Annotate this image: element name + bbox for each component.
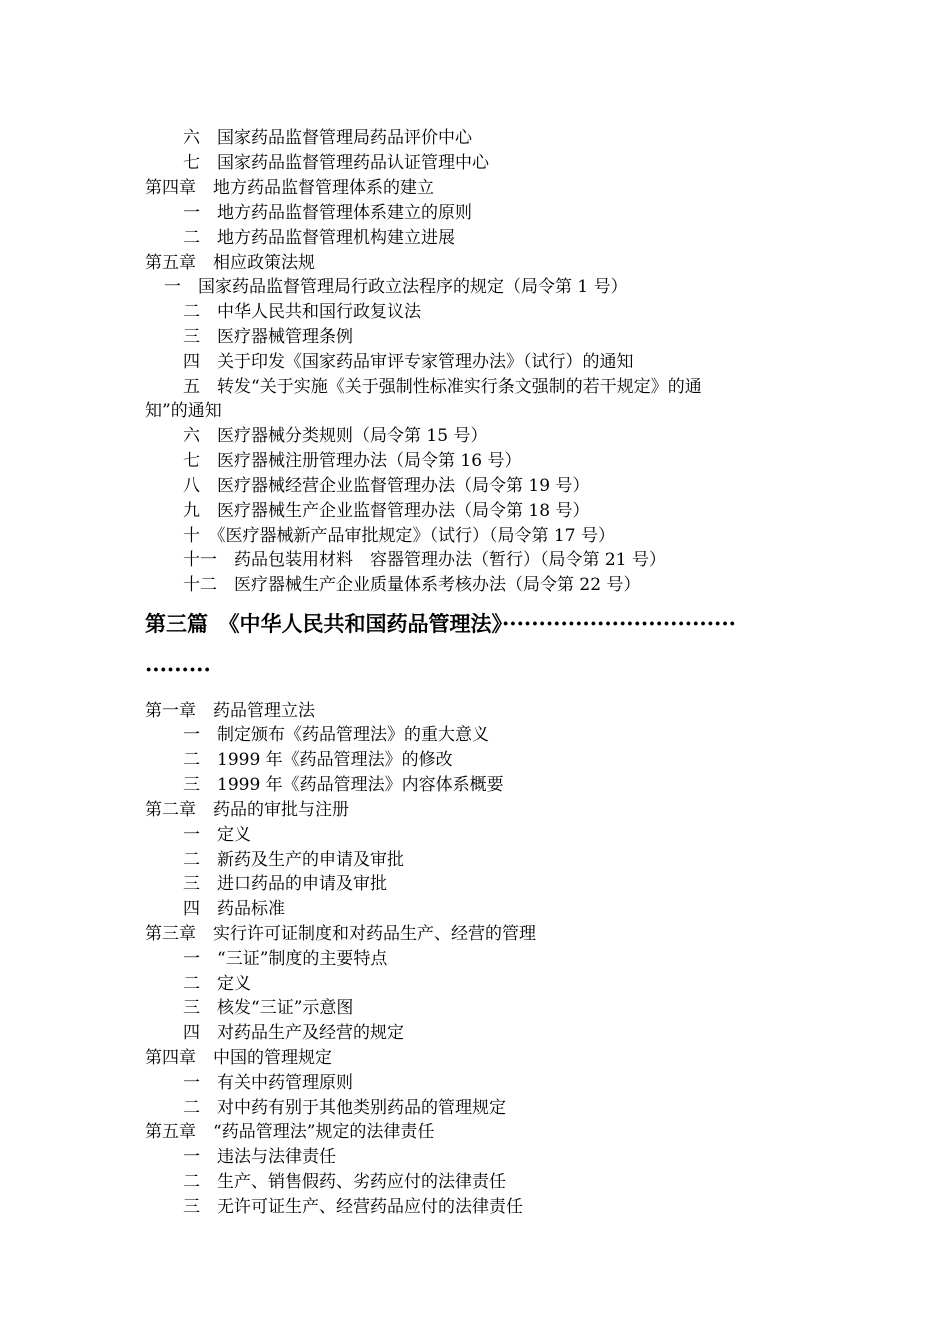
toc-item: 四 对药品生产及经营的规定: [183, 1023, 404, 1043]
toc-item: 一 “三证”制度的主要特点: [183, 949, 388, 969]
toc-item: 五 转发“关于实施《关于强制性标准实行条文强制的若干规定》的通: [183, 377, 702, 397]
toc-item: 七 国家药品监督管理药品认证管理中心: [183, 153, 489, 173]
toc-item: 三 医疗器械管理条例: [183, 327, 353, 347]
toc-chapter: 第四章 地方药品监督管理体系的建立: [145, 178, 434, 198]
toc-chapter: 第五章 相应政策法规: [145, 253, 315, 273]
toc-item: 一 制定颁布《药品管理法》的重大意义: [183, 725, 489, 745]
toc-item: 三 核发“三证”示意图: [183, 998, 354, 1018]
toc-chapter: 第一章 药品管理立法: [145, 701, 315, 721]
toc-item: 二 新药及生产的申请及审批: [183, 850, 404, 870]
toc-item: 三 无许可证生产、经营药品应付的法律责任: [183, 1197, 523, 1217]
toc-item: 九 医疗器械生产企业监督管理办法（局令第 18 号）: [183, 501, 590, 521]
toc-item: 六 国家药品监督管理局药品评价中心: [183, 128, 472, 148]
toc-item: 一 国家药品监督管理局行政立法程序的规定（局令第 1 号）: [164, 277, 628, 297]
toc-item: 六 医疗器械分类规则（局令第 15 号）: [183, 426, 488, 446]
toc-chapter: 第二章 药品的审批与注册: [145, 800, 349, 820]
part-title: 第三篇 《中华人民共和国药品管理法》································: [145, 611, 736, 636]
toc-item: 二 1999 年《药品管理法》的修改: [183, 750, 453, 770]
toc-item: 十 《医疗器械新产品审批规定》（试行）（局令第 17 号）: [183, 526, 615, 546]
toc-item: 一 地方药品监督管理体系建立的原则: [183, 203, 472, 223]
toc-item: 二 生产、销售假药、劣药应付的法律责任: [183, 1172, 506, 1192]
toc-chapter: 第三章 实行许可证制度和对药品生产、经营的管理: [145, 924, 536, 944]
toc-item: 四 药品标准: [183, 899, 285, 919]
toc-chapter: 第五章 “药品管理法”规定的法律责任: [145, 1122, 435, 1142]
toc-item: 二 中华人民共和国行政复议法: [183, 302, 421, 322]
toc-item-continuation: 知”的通知: [145, 401, 222, 421]
toc-item: 二 地方药品监督管理机构建立进展: [183, 228, 455, 248]
toc-item: 二 对中药有别于其他类别药品的管理规定: [183, 1098, 506, 1118]
part-title-continuation: ·········: [145, 657, 211, 682]
toc-item: 一 定义: [183, 825, 251, 845]
toc-item: 十一 药品包装用材料 容器管理办法（暂行）（局令第 21 号）: [183, 550, 666, 570]
toc-item: 二 定义: [183, 974, 251, 994]
toc-item: 四 关于印发《国家药品审评专家管理办法》（试行）的通知: [183, 352, 634, 372]
toc-item: 七 医疗器械注册管理办法（局令第 16 号）: [183, 451, 522, 471]
toc-chapter: 第四章 中国的管理规定: [145, 1048, 332, 1068]
toc-item: 一 违法与法律责任: [183, 1147, 336, 1167]
toc-item: 三 进口药品的申请及审批: [183, 874, 387, 894]
toc-item: 八 医疗器械经营企业监督管理办法（局令第 19 号）: [183, 476, 590, 496]
toc-item: 十二 医疗器械生产企业质量体系考核办法（局令第 22 号）: [183, 575, 641, 595]
toc-item: 一 有关中药管理原则: [183, 1073, 353, 1093]
toc-item: 三 1999 年《药品管理法》内容体系概要: [183, 775, 504, 795]
